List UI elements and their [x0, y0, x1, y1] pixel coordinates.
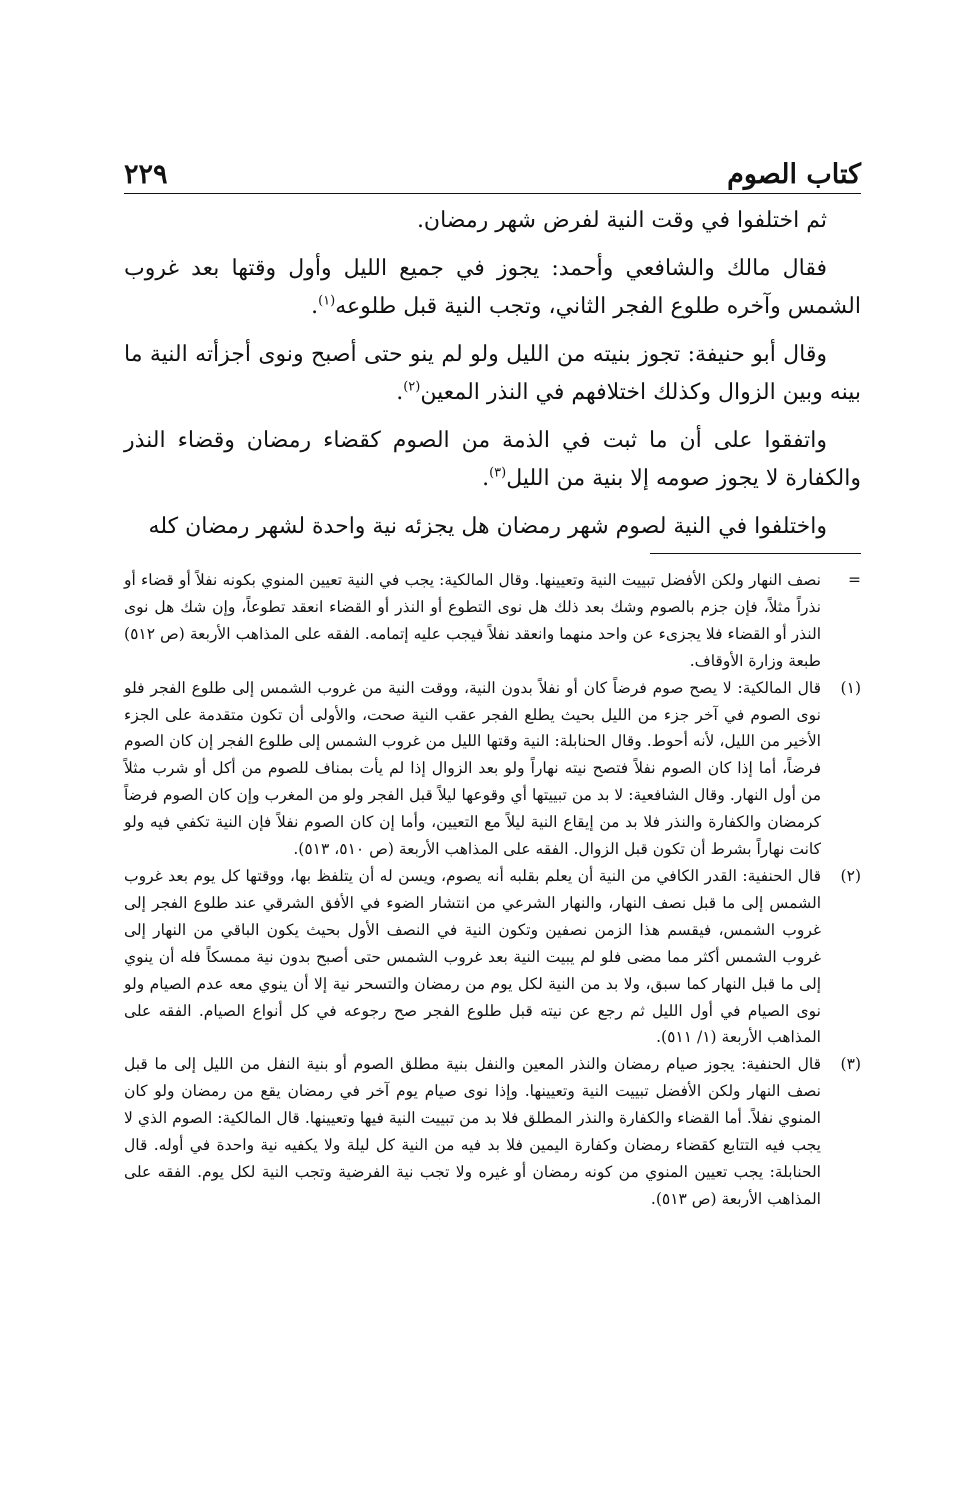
- footnote-mark: =: [848, 571, 861, 589]
- running-header: [124, 146, 861, 190]
- chapter-title: كتاب الصوم: [727, 159, 861, 190]
- footnote-mark: (٣): [840, 1055, 861, 1074]
- footnote-text: قال المالكية: لا يصح صوم فرضاً كان أو نفلاً بدون النية، ووقت النية من غروب الشمس إلى طلوع الفجر فلو نوى الصوم في آخر جزء من الليل بحيث يطلع الفجر عقب النية صحت، والأولى أن تكون متقدمة على الجزء الأخير من الليل، لأنه أحوط. وقال الحنابلة: النية وقتها الليل من غروب الشمس إلى طلوع الفجر إن كان الصوم فرضاً، أما إذا كان الصوم نفلاً فتصح نيته نهاراً ولو بعد الزوال إذا لم يأت بمناف للصوم من أكل أو شرب مثلاً من أول النهار. وقال الشافعية: لا بد من تبييتها أي وقوعها ليلاً قبل الفجر ولو من المغرب وإن كان الصوم فرضاً كرمضان والكفارة والنذر فلا بد من إيقاع النية ليلاً مع التعيين، وأما إن كان الصوم نفلاً فإن النية تكفي فيه ولو كانت نهاراً بشرط أن تكون قبل الزوال. الفقه على المذاهب الأربعة (ص ٥١٠، ٥١٣).: [124, 678, 821, 859]
- footnote-1: [124, 675, 861, 863]
- footnote-continued: [124, 567, 861, 675]
- page-number: ٢٢٩: [124, 159, 168, 190]
- footnote-ref-2[interactable]: (٢): [403, 379, 421, 395]
- paragraph-2: فقال مالك والشافعي وأحمد: يجوز في جميع الليل وأول وقتها بعد غروب الشمس وآخره طلوع الفجر الثاني، وتجب النية قبل طلوعه$^{(١)}$.: [124, 256, 861, 319]
- footnote-3: [124, 1051, 861, 1212]
- footnote-2: [124, 863, 861, 1051]
- paragraph-4: واتفقوا على أن ما ثبت في الذمة من الصوم كقضاء رمضان وقضاء النذر والكفارة لا يجوز صومه إلا بنية من الليل$^{(٣)}$.: [124, 428, 861, 491]
- footnote-text: قال الحنفية: القدر الكافي من النية أن يعلم بقلبه أنه يصوم، ويسن له أن يتلفظ بها، ووقتها كل يوم بعد غروب الشمس إلى ما قبل نصف النهار، والنهار الشرعي من انتشار الضوء في الأفق الشرقي عند طلوع الفجر إلى غروب الشمس، فيقسم هذا الزمن نصفين وتكون النية في النصف الأول بحيث يكون الباقي من النهار إلى غروب الشمس أكثر مما مضى فلو لم يبيت النية بعد غروب الشمس حتى أصبح بدون نية ممسكاً فله أن ينوي إلى ما قبل النهار كما سبق، ولا بد من النية لكل يوم من رمضان والتسحر نية إلا أن ينوي معه عدم الصيام ولو نوى الصيام في أول الليل ثم رجع عن نيته قبل طلوع الفجر صح رجوعه في كل أنواع الصيام. الفقه على المذاهب الأربعة (١/ ٥١١).: [124, 866, 821, 1047]
- paragraph-3: وقال أبو حنيفة: تجوز بنيته من الليل ولو لم ينو حتى أصبح ونوى أجزأته النية ما بينه وبين الزوال وكذلك اختلافهم في النذر المعين$^{(٢)}$.: [124, 342, 861, 405]
- footnote-text: نصف النهار ولكن الأفضل تبييت النية وتعيينها. وقال المالكية: يجب في النية تعيين المنوي بكونه نفلاً أو قضاء أو نذراً مثلاً، فإن جزم بالصوم وشك بعد ذلك هل نوى التطوع أو النذر أو القضاء انعقد تطوعاً، وإن شك هل نوى النذر أو القضاء فلا يجزىء عن واحد منهما وانعقد نفلاً فيجب عليه إتمامه. الفقه على المذاهب الأربعة (ص ٥١٢) طبعة وزارة الأوقاف.: [124, 571, 821, 670]
- paragraph-5: واختلفوا في النية لصوم شهر رمضان هل يجزئه نية واحدة لشهر رمضان كله: [148, 514, 827, 539]
- footnote-text: قال الحنفية: يجوز صيام رمضان والنذر المعين والنفل بنية مطلق الصوم أو بنية النفل من الليل إلى ما قبل نصف النهار ولكن الأفضل تبييت النية وتعيينها. وإذا نوى صيام يوم آخر في رمضان يقع من رمضان ولو كان المنوي نفلاً. أما القضاء والكفارة والنذر المطلق فلا بد من تبييت النية فيها وتعيينها. قال المالكية: الصوم الذي لا يجب فيه التتابع كقضاء رمضان وكفارة اليمين فلا بد فيه من النية كل ليلة ولا يكفيه نية واحدة في أوله. قال الحنابلة: يجب تعيين المنوي من كونه رمضان أو غيره ولا تجب نية الفرضية وتجب النية لكل يوم. الفقه على المذاهب الأربعة (ص ٥١٣).: [124, 1055, 821, 1208]
- footnote-separator: [650, 553, 861, 554]
- footnotes: [124, 567, 861, 1213]
- footnote-mark: (٢): [840, 866, 861, 885]
- footnote-mark: (١): [840, 678, 861, 697]
- paragraph-1: ثم اختلفوا في وقت النية لفرض شهر رمضان.: [416, 208, 827, 233]
- main-text: [124, 202, 861, 556]
- header-rule: [124, 193, 861, 194]
- footnote-ref-3[interactable]: (٣): [489, 465, 507, 481]
- footnote-ref-1[interactable]: (١): [318, 293, 336, 309]
